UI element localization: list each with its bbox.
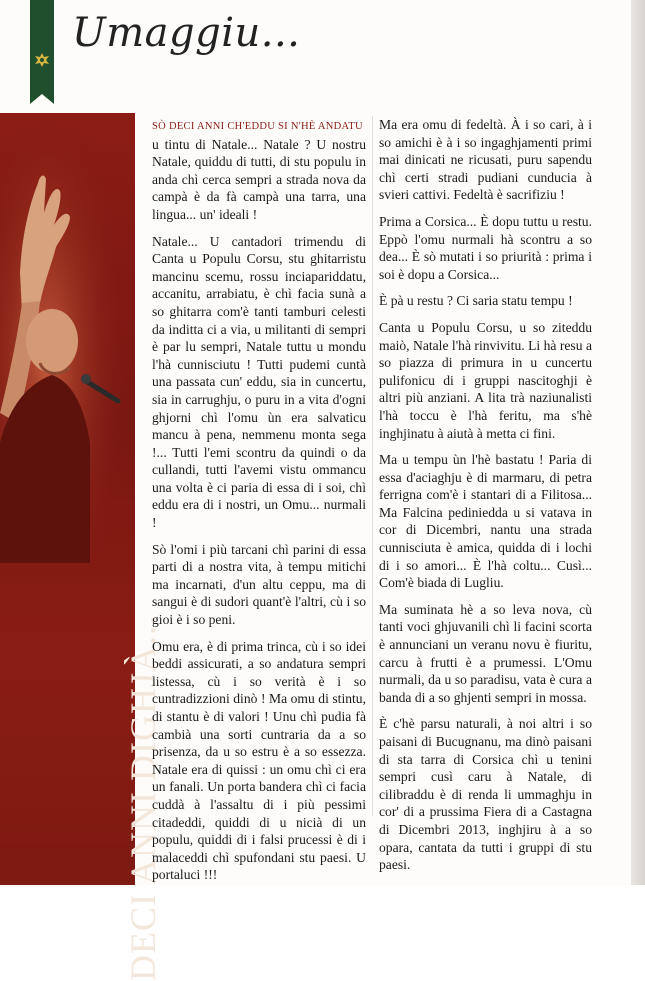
paragraph: Sò l'omi i più tarcani chì parini di essa parti di a nostra vita, à tempu mitichi ma incarnati, d'un altu ceppu, ma di sangui è di sudori quant'è l'altri, cù i so gioi è i so peni. [152,541,366,628]
paragraph: Canta u Populu Corsu, u so ziteddu maiò, Natale l'hà rinvivitu. Li hà resu a so piazza di primura in u cuncertu pulifonicu di i gruppi nascitoghji è altri più anziani. A lita trà naziunalisti l'hà toccu è l'hà feritu, ma s'hè inghjinatu à aiutà à metta ci fini. [379,319,592,441]
paragraph: Ma era omu di fedeltà. À i so cari, à i so amichi è à i so ingaghjamenti primi mai dinicati ne ricusati, puru sapendu chì certi stradi pudiani cunducia à svieri cattivi. Fedeltà è sacrifiziu ! [379,117,592,203]
article-column-1 [152,116,366,893]
page-spine-shadow [631,0,645,885]
green-ribbon [30,0,54,94]
paragraph [152,116,366,224]
paragraph: Ma u tempu ùn l'hè bastatu ! Paria di essa d'aciaghju è di marmaru, di petra ferrigna com'è i stantari di a Filitosa... Ma Falcina pediniedda u si vatava in cor di Dicembri, nantu una strada cunnisciuta è amica, quidda di i lochi di i so amori... È l'hà coltu... Cusì... Com'è biada di Lugliu. [379,452,592,591]
paragraph: È c'hè parsu naturali, à noi altri i so paisani di Bucugnanu, ma dinò paisani di sta tarra di Corsica chì u tenini sempri cusì caru à Natale, di cilibraddu è di renda li ummaghju in cor' di a prussima Fiera di a Castagna di Dicembri 2013, inghjiru à a so opara, cantata da tutti i gruppi di stu paesi. [379,716,592,873]
singer-photo [0,113,135,563]
paragraph: È pà u restu ? Ci saria statu tempu ! [379,293,573,309]
lead-in: SÒ DECI ANNI CH'EDDU SI N'HÈ ANDATU [152,121,363,132]
paragraph: Prima a Corsica... È dopu tuttu u restu. Eppò l'omu nurmali hà scontru a so dea... È sò mutati i so priurità : prima i soi è dopu a Corsica... [379,213,592,282]
red-photo-panel [0,113,163,981]
article-column-2 [379,116,592,883]
paragraph: Ma suminata hè a so leva nova, cù tanti voci ghjuvanili chì li facini scorta è annunciani un veranu novu è fiuritu, carcu à frutti è a prumessi. L'Omu nurmali, da u so paradisu, vata è cura a banda di a so ghjenti sempri in mossa. [379,601,592,705]
crest-icon [33,52,51,68]
page-title: Umaggiu... [72,10,301,56]
column-divider [372,116,373,816]
vertical-section-title: DECI ANNI DIGHJÀ... [123,615,163,981]
paragraph: Omu era, è di prima trinca, cù i so idei beddi assicurati, a so andatura sempri listessa, cù i so verità è i so cuntradizzioni dinò ! Ma omu di stintu, di stantu è di valori ! Unu chì pudia fà cambià una sorti cuntraria da a so prisenza, da u so estru è a so essezza. Natale era di quissi : un omu chì ci era un fanali. Un porta bandera chì ci facia cuddà à l'assaltu di i più pessimi citadeddi, quiddi di u nicià di un populu, quiddi di i falsi prucessi è di i malaceddi chì spufondani stu paesi. U portaluci !!! [152,638,366,883]
paragraph: Natale... U cantadori trimendu di Canta u Populu Corsu, stu ghitarristu mancinu scemu, rossu inciapariddatu, accanitu, arrabiatu, è chì facia sunà a so ghitarra com'è tanti tamburi celesti da inditta ci a via, u militanti di sempri è par lu sempri, Natale tuttu u mondu l'hà cunnisciutu ! Tutti pudemi cuntà una passata cun' eddu, sia in cuncertu, sia in carrughju, o puru in a vita d'ogni ghjorni chì l'omu ùn era salvaticu mancu à pena, nemmenu monta sega !... Tutti l'emi scontru da quindi o da cullandi, tutti l'avemi vistu ommancu una volta è ci paria di essa di i soi, chì eddu era di i nostri, un Omu... nurmali ! [152,233,366,531]
paragraph-text: u tintu di Natale... Natale ? U nostru Natale, quiddu di tutti, di stu populu in anda chì cerca sempri a strada nova da campà è da fà campà una tarra, una lingua... un' ideali ! [152,136,366,222]
